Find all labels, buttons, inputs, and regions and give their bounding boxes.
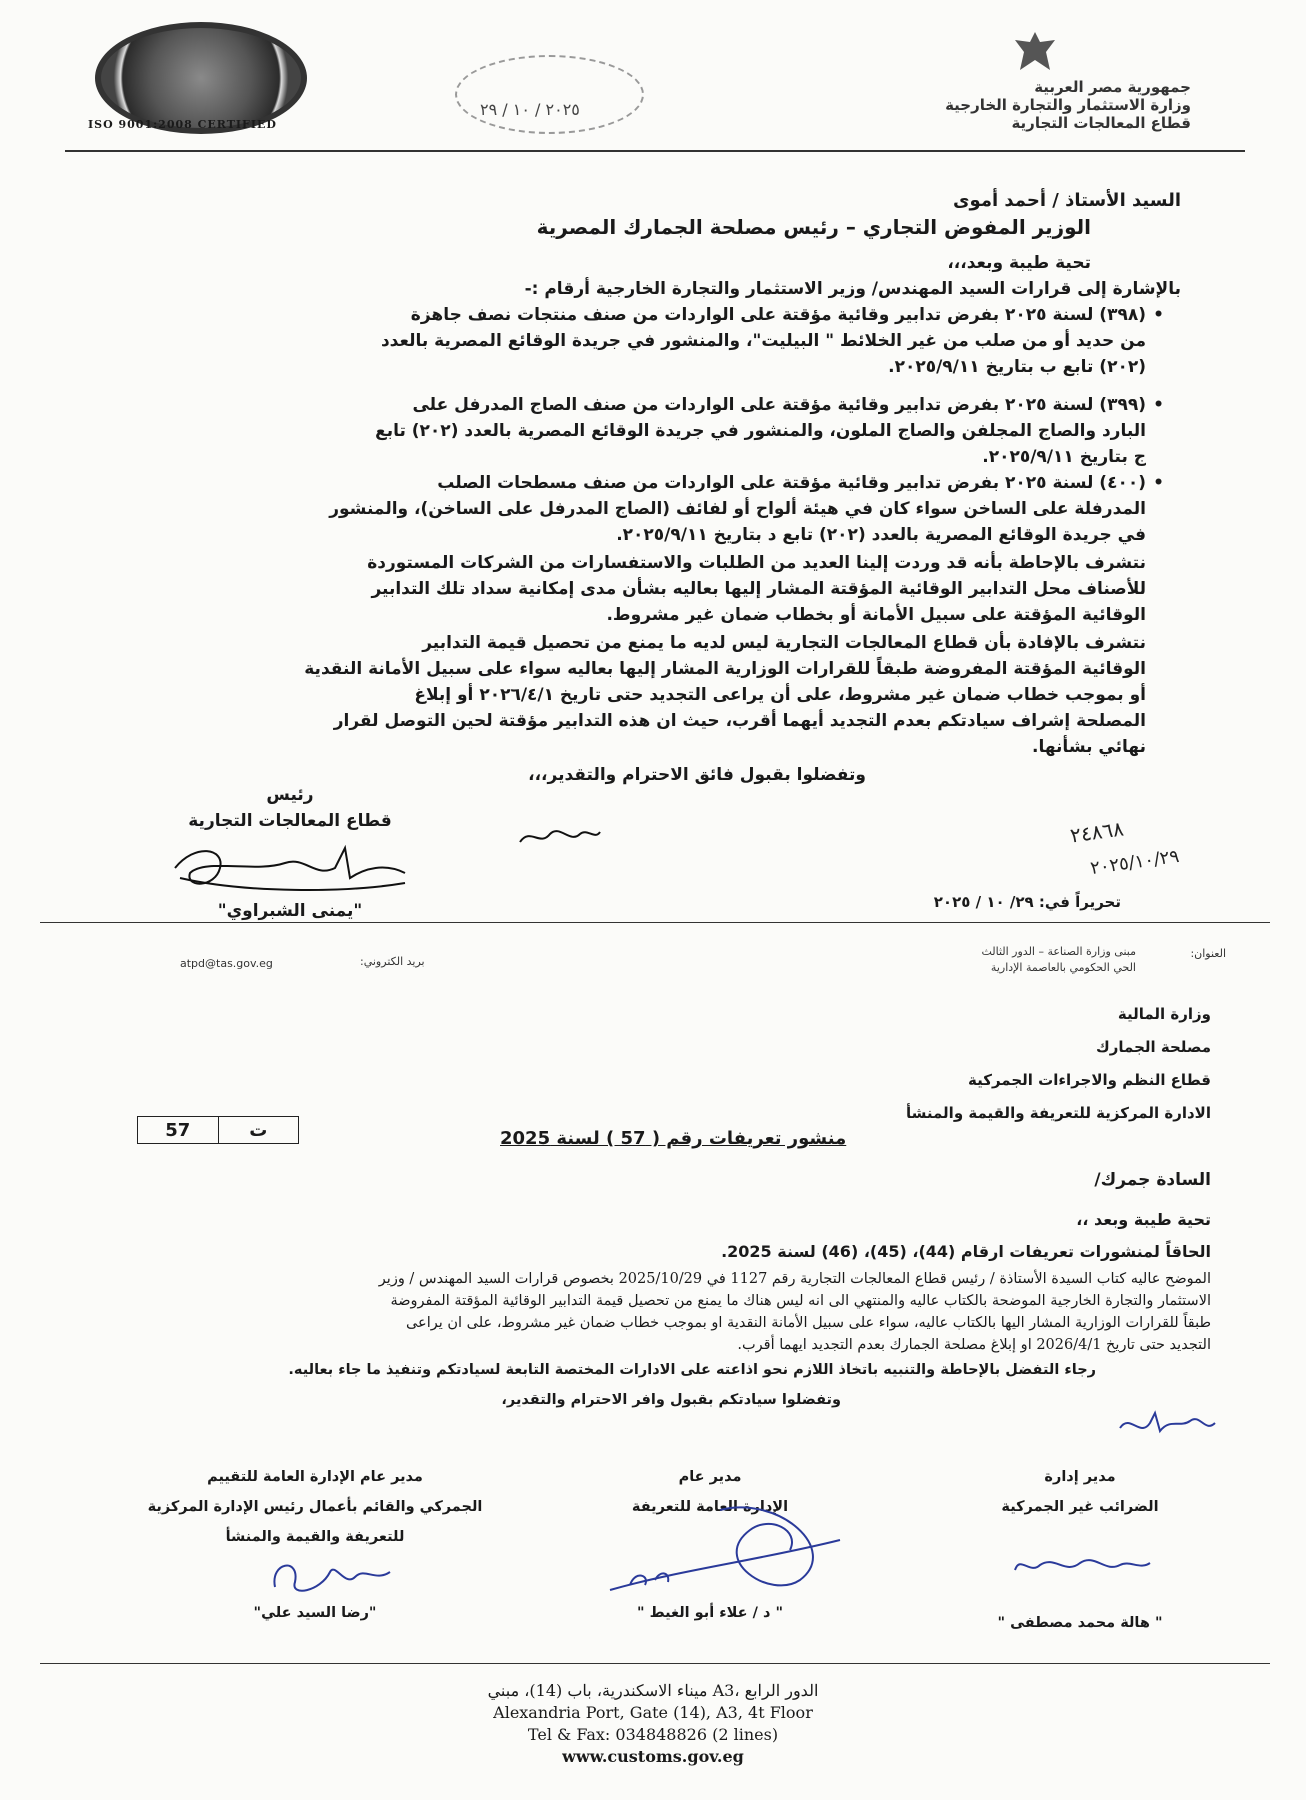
signatory-name: "رضا السيد علي" — [253, 1605, 377, 1621]
paragraph-line: أو بموجب خطاب ضمان غير مشروط، على أن يراعى التجديد حتى تاريخ ٢٠٢٦/٤/١ أو إبلاغ — [414, 685, 1146, 705]
footer-line: Tel & Fax: 034848826 (2 lines) — [527, 1725, 779, 1744]
body-line: طبقاً للقرارات الوزارية المشار اليها بالكتاب عاليه، سواء على سبيل الأمانة النقدية او بموجب خطاب ضمان غير مشروط، على ان يراعى — [405, 1315, 1211, 1331]
letter-greeting: تحية طيبة وبعد،،، — [947, 253, 1091, 273]
decision-line: (٢٠٢) تابع ب بتاريخ ٢٠٢٥/٩/١١. — [888, 357, 1146, 377]
initials-mark — [515, 822, 605, 852]
circular-reference-box — [137, 1116, 299, 1144]
bullet-icon: • — [1153, 473, 1164, 493]
footer-address — [0, 1680, 1306, 1768]
body-line: التجديد حتى تاريخ 2026/4/1 او إبلاغ مصلحة الجمارك بعدم التجديد ايهما أقرب. — [737, 1337, 1211, 1353]
address-line: الحي الحكومي بالعاصمة الإدارية — [990, 961, 1136, 974]
footer-website: www.customs.gov.eg — [562, 1747, 744, 1766]
letter-date: تحريراً في: ٢٩/ ١٠ / ٢٠٢٥ — [933, 893, 1121, 911]
signatory-valuation — [140, 1462, 490, 1552]
section-divider — [40, 922, 1270, 923]
paragraph-line: الوقائية المؤقتة على سبيل الأمانة أو بخطاب ضمان غير مشروط. — [606, 605, 1146, 625]
paragraph-line: نتشرف بالإفادة بأن قطاع المعالجات التجارية ليس لديه ما يمنع من تحصيل قيمة التدابير — [422, 633, 1146, 653]
decision-line: في جريدة الوقائع المصرية بالعدد (٢٠٢) تابع د بتاريخ ٢٠٢٥/٩/١١. — [616, 525, 1146, 545]
handwritten-initials — [1110, 1393, 1220, 1448]
address-label: العنوان: — [1190, 947, 1226, 960]
decision-line: (٣٩٨) لسنة ٢٠٢٥ بفرض تدابير وقائية مؤقتة على الواردات من صنف منتجات نصف جاهزة — [410, 305, 1146, 325]
footer-line: ميناء الاسكندرية، باب (14)، مبني A3، الدور الرابع — [487, 1681, 819, 1700]
paragraph-line: للأصناف محل التدابير الوقائية المؤقتة المشار إليها بعاليه بشأن مدى إمكانية سداد تلك التدابير — [371, 579, 1146, 599]
signatory-title-line: الضرائب غير الجمركية — [1001, 1499, 1159, 1515]
paragraph-line: الوقائية المؤقتة المفروضة طبقاً للقرارات الوزارية المشار إليها بعاليه سواء على سبيل الأمانة النقدية — [304, 659, 1146, 679]
reference-number: 57 — [165, 1119, 191, 1141]
incoming-stamp — [455, 55, 644, 134]
letter-intro: بالإشارة إلى قرارات السيد المهندس/ وزير الاستثمار والتجارة الخارجية أرقام :- — [524, 279, 1181, 299]
circular-title: منشور تعريفات رقم ( 57 ) لسنة 2025 — [500, 1128, 847, 1149]
letter-addressee: السيد الأستاذ / أحمد أموى — [953, 190, 1181, 211]
agency-line: قطاع النظم والاجراءات الجمركية — [968, 1071, 1211, 1089]
signatory-title-line: مدير عام — [678, 1469, 742, 1485]
circular-body — [81, 1268, 1211, 1356]
signatory-non-customs-taxes — [980, 1462, 1180, 1522]
signature-tariff — [600, 1500, 850, 1610]
letter-signatory-name: "يمنى الشبراوي" — [217, 901, 363, 921]
header-divider — [65, 150, 1245, 152]
letter-email: atpd@tas.gov.eg — [180, 957, 273, 970]
decision-item — [136, 470, 1164, 548]
agency-line: مصلحة الجمارك — [1096, 1038, 1211, 1056]
decision-line: (٤٠٠) لسنة ٢٠٢٥ بفرض تدابير وقائية مؤقتة على الواردات من صنف مسطحات الصلب — [437, 473, 1146, 493]
signatory-title-line: للتعريفة والقيمة والمنشأ — [225, 1529, 405, 1545]
paragraph-line: نتشرف بالإحاطة بأنه قد وردت إلينا العديد من الطلبات والاستفسارات من الشركات المستوردة — [367, 553, 1146, 573]
agency-line: وزارة المالية — [1117, 1005, 1211, 1023]
agency-line: الادارة المركزية للتعريفة والقيمة والمنشأ — [905, 1104, 1211, 1122]
bullet-icon: • — [1153, 395, 1164, 415]
margin-handwritten-number: ٢٤٨٦٨ — [1068, 816, 1126, 848]
address-line: مبنى وزارة الصناعة – الدور الثالث — [981, 945, 1136, 958]
signatory-name: " د / علاء أبو الغيط " — [636, 1605, 783, 1621]
signatory-title-line: مدير إدارة — [1044, 1469, 1116, 1485]
signature-non-customs-taxes — [1005, 1545, 1155, 1585]
circular-greeting: تحية طيبة وبعد ،، — [1076, 1210, 1211, 1229]
footer-line: Alexandria Port, Gate (14), A3, 4t Floor — [493, 1703, 813, 1722]
signatory-title-line: الإدارة العامة للتعريفة — [631, 1499, 789, 1515]
decision-item — [136, 392, 1164, 470]
decision-line: من حديد أو من صلب من غير الخلائط " البيليت"، والمنشور في جريدة الوقائع المصرية بالعدد — [380, 331, 1146, 351]
decision-item — [136, 302, 1164, 380]
letter-signatory-title — [150, 782, 430, 834]
reference-letter: ت — [218, 1117, 299, 1143]
circular-closing: وتفضلوا سيادتكم بقبول وافر الاحترام والتقدير، — [501, 1392, 841, 1408]
decision-line: (٣٩٩) لسنة ٢٠٢٥ بفرض تدابير وقائية مؤقتة على الواردات من صنف الصاج المدرفل على — [412, 395, 1146, 415]
signatory-title-line: قطاع المعالجات التجارية — [188, 811, 392, 831]
paragraph-line: المصلحة إشراف سيادتكم بعدم التجديد أيهما أقرب، حيث ان هذه التدابير مؤقتة لحين التوصل لقرار — [333, 711, 1146, 731]
email-label: بريد الكتروني: — [360, 955, 425, 968]
paragraph-line: نهائي بشأنها. — [1031, 737, 1146, 757]
header-line: جمهورية مصر العربية — [1034, 78, 1191, 96]
letter-addressee-title: الوزير المفوض التجاري – رئيس مصلحة الجمارك المصرية — [536, 215, 1091, 239]
header-line: وزارة الاستثمار والتجارة الخارجية — [945, 96, 1191, 114]
ministry-header — [945, 78, 1191, 132]
circular-salutation: السادة جمرك/ — [1094, 1170, 1211, 1190]
signatory-title-line: مدير عام الإدارة العامة للتقييم — [207, 1469, 423, 1485]
letter-signature — [165, 838, 415, 893]
signatory-name: " هالة محمد مصطفى " — [997, 1615, 1163, 1631]
letter-paragraph-requests — [116, 550, 1146, 628]
letter-paragraph-decision — [116, 630, 1146, 760]
circular-subject: الحاقاً لمنشورات تعريفات ارقام (44)، (45)، (46) لسنة 2025. — [721, 1242, 1211, 1261]
decision-line: المدرفلة على الساخن سواء كان في هيئة ألواح أو لفائف (الصاج المدرفل على الساخن)، والمنشور — [329, 499, 1146, 519]
egypt-eagle-emblem — [1010, 30, 1060, 75]
decision-line: ج بتاريخ ٢٠٢٥/٩/١١. — [982, 447, 1146, 467]
footer-divider — [40, 1663, 1270, 1664]
circular-request: رجاء التفضل بالإحاطة والتنبيه باتخاذ اللازم نحو اذاعته على الادارات المختصة التابعة لسيادتكم وتنفيذ ما جاء بعاليه. — [288, 1362, 1096, 1378]
iso-certified-label: ISO 9001:2008 CERTIFIED — [88, 118, 277, 131]
circular-agency-block — [906, 998, 1211, 1130]
margin-handwritten-date: ٢٠٢٥/١٠/٢٩ — [1088, 845, 1181, 880]
signature-valuation — [260, 1552, 410, 1602]
stamp-date: ٢٠٢٥ / ١٠ / ٢٩ — [480, 100, 580, 119]
letter-address — [981, 944, 1136, 976]
signatory-title-line: الجمركي والقائم بأعمال رئيس الإدارة المركزية — [147, 1499, 483, 1515]
bullet-icon: • — [1153, 305, 1164, 325]
decision-line: البارد والصاج المجلفن والصاج الملون، والمنشور في جريدة الوقائع المصرية بالعدد (٢٠٢) تابع — [375, 421, 1146, 441]
signatory-title-line: رئيس — [266, 785, 314, 805]
body-line: الاستثمار والتجارة الخارجية الموضحة بالكتاب عاليه والمنتهي الى انه ليس هناك ما يمنع من تحصيل قيمة التدابير الوقائية المؤقتة المفروضة — [390, 1293, 1211, 1309]
header-line: قطاع المعالجات التجارية — [1011, 114, 1191, 132]
body-line: الموضح عاليه كتاب السيدة الأستاذة / رئيس قطاع المعالجات التجارية رقم 1127 في 2025/10/29 بخصوص قرارات السيد المهندس / وزير — [378, 1271, 1211, 1287]
letter-closing: وتفضلوا بقبول فائق الاحترام والتقدير،،، — [528, 765, 866, 785]
